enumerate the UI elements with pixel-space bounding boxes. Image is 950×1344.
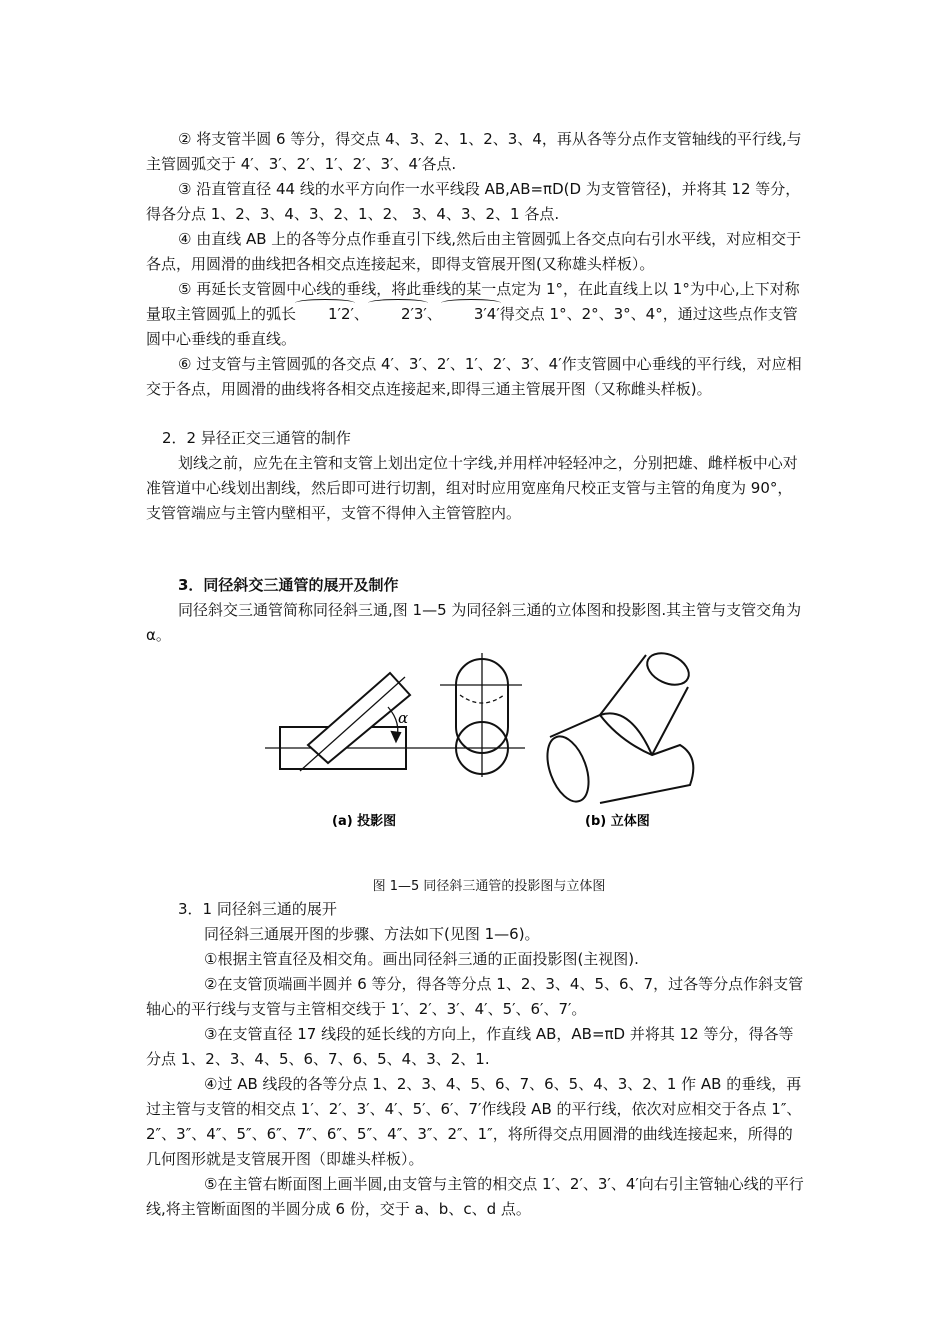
arc-2-3: 2′3′ [369, 302, 427, 327]
paragraph-3-1-step4: ④过 AB 线段的各等分点 1、2、3、4、5、6、7、6、5、4、3、2、1 作 AB 的垂线，再过主管与支管的相交点 1′、2′、3′、4′、5′、6′、7′作线段 AB 的平行线，依次对应相交于各点 1″、2″、3″、4″、5″、6″、7″、6″、5″、4″、3″、2″、1″，将所得交点用圆滑的曲线连接起来，所得的几何图形就是支管展开图（即雄头样板）。 [146, 1075, 802, 1168]
side-view-drawing [440, 653, 522, 777]
paragraph-3-1-step3: ③在支管直径 17 线段的延长线的方向上，作直线 AB，AB=πD 并将其 12 等分，得各等分点 1、2、3、4、5、6、7、6、5、4、3、2、1. [146, 1025, 794, 1068]
paragraph-3-intro: 同径斜交三通管简称同径斜三通,图 1—5 为同径斜三通的立体图和投影图.其主管与支管交角为 α。 [146, 601, 802, 644]
arc-1-2: 1′2′ [296, 302, 354, 327]
step5-text-before: ⑤ 再延长支管圆中心线的垂线，将此垂线的某一点定为 1°，在此直线上以 1°为中心,上下对称量取主管圆弧上的弧长 [146, 280, 800, 323]
paragraph-step6: ⑥ 过支管与主管圆弧的各交点 4′、3′、2′、1′、2′、3′、4′作支管圆中心垂线的平行线，对应相交于各点，用圆滑的曲线将各相交点连接起来,即得三通主管展开图（又称雌头样板)。 [146, 355, 802, 398]
intersection-curve [600, 713, 652, 755]
paragraph-step2: ② 将支管半圆 6 等分，得交点 4、3、2、1、2、3、4，再从各等分点作支管轴线的平行线,与主管圆弧交于 4′、3′、2′、1′、2′、3′、4′各点. [146, 130, 802, 173]
figure-label-b: (b) 立体图 [585, 814, 650, 829]
heading-3-1: 3．1 同径斜三通的展开 [178, 900, 337, 918]
paragraph-step4: ④ 由直线 AB 上的各等分点作垂直引下线,然后由主管圆弧上各交点向右引水平线，对应相交于各点，用圆滑的曲线把各相交点连接起来，即得支管展开图(又称雄头样板）。 [146, 230, 802, 273]
paragraph-step3: ③ 沿直管直径 44 线的水平方向作一水平线段 AB,AB=πD(D 为支管管径)，并将其 12 等分，得各分点 1、2、3、4、3、2、1、2、 3、4、3、2、1 各点. [146, 180, 801, 223]
angle-arrow [392, 732, 400, 741]
figure-1-5 [260, 645, 720, 845]
paragraph-3-1-step1: ①根据主管直径及相交角。画出同径斜三通的正面投影图(主视图). [204, 950, 639, 968]
paragraph-3-1-step5: ⑤在主管右断面图上画半圆,由支管与主管的相交点 1′、2′、3′、4′向右引主管轴心线的平行线,将主管断面图的半圆分成 6 份，交于 a、b、c、d 点。 [146, 1175, 804, 1218]
paragraph-3-1-intro: 同径斜三通展开图的步骤、方法如下(见图 1—6)。 [204, 925, 540, 943]
isometric-drawing [539, 647, 693, 807]
figure-label-a: (a) 投影图 [332, 814, 397, 829]
figure-caption: 图 1—5 同径斜三通管的投影图与立体图 [372, 879, 606, 894]
paragraph-step5 [146, 277, 806, 352]
arc-3-4: 3′4′ [442, 302, 500, 327]
arc-separator: 、 [353, 305, 369, 323]
branch-pipe-axis [300, 677, 405, 771]
main-pipe-end-ellipse [539, 731, 596, 807]
branch-pipe-end-ellipse [642, 647, 694, 691]
heading-2-2: 2．2 异径正交三通管的制作 [162, 429, 351, 447]
step5-text-after: 得交点 1°、2°、3°、4°，通过这些点作支管圆中心垂线的垂直线。 [146, 305, 798, 348]
angle-alpha-label: α [398, 709, 409, 727]
paragraph-3-1-step2: ②在支管顶端画半圆并 6 等分，得各等分点 1、2、3、4、5、6、7，过各等分点作斜支管轴心的平行线与支管与主管相交线于 1′、2′、3′、4′、5′、6′、7′。 [146, 975, 804, 1018]
arc-separator: 、 [426, 305, 442, 323]
paragraph-2-2: 划线之前，应先在主管和支管上划出定位十字线,并用样冲轻轻冲之，分别把雄、雌样板中心对准管道中心线划出割线，然后即可进行切割，组对时应用宽座角尺校正支管与主管的角度为 90°，支管管端应与主管内壁相平，支管不得伸入主管管腔内。 [146, 454, 798, 522]
heading-3: 3．同径斜交三通管的展开及制作 [178, 576, 399, 594]
